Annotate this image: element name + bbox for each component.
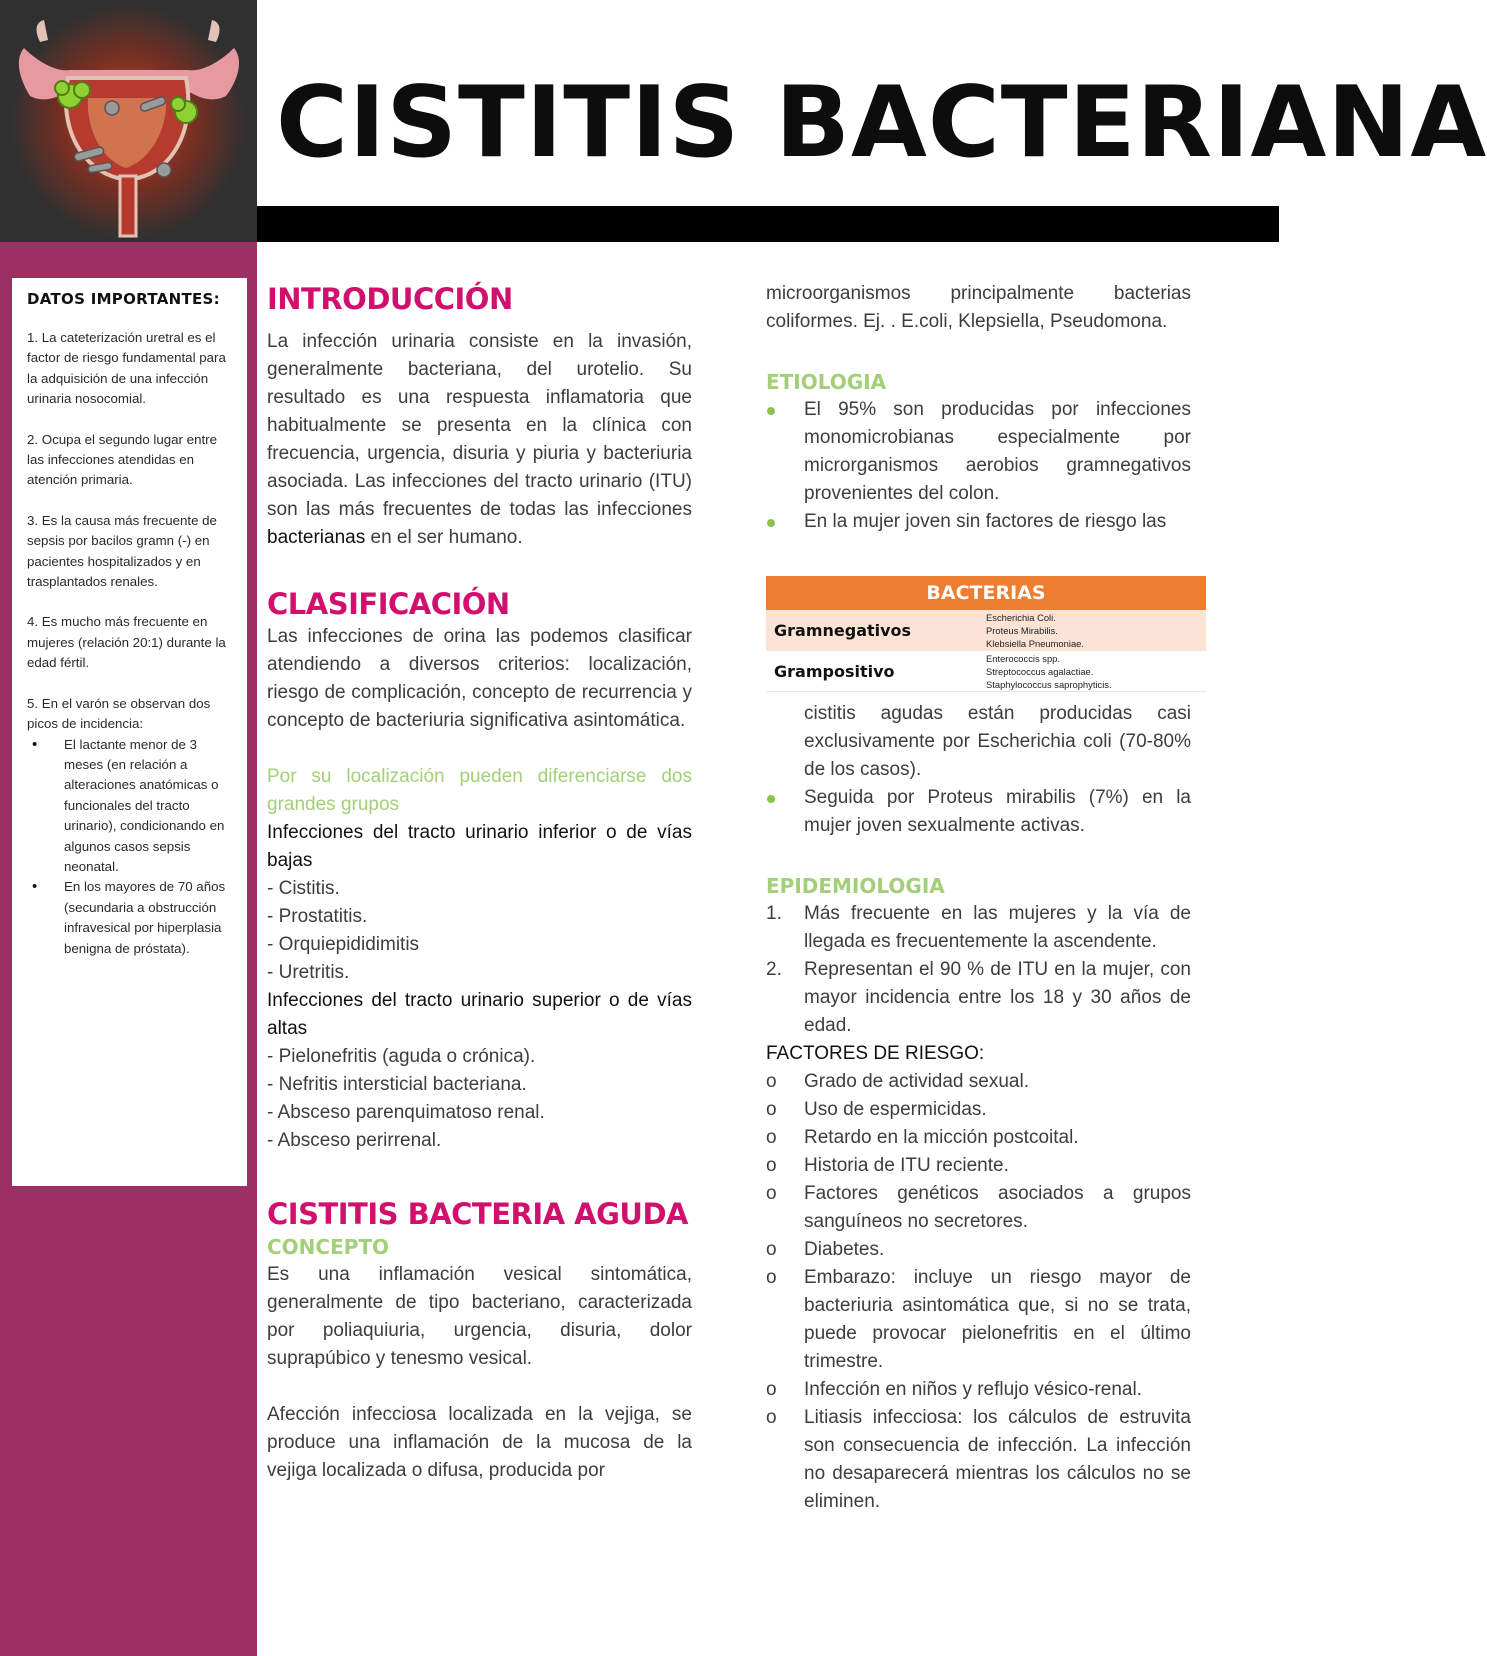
bullet-icon: [767, 407, 775, 415]
clasificacion-heading: CLASIFICACIÓN: [267, 587, 510, 621]
factor-item: o Uso de espermicidas.: [766, 1099, 987, 1120]
datos-bullet: • El lactante menor de 3 meses (en relación a alteraciones anatómicas o funcionales del tracto urinario), condicionando en algunos casos sepsis neonatal.: [27, 735, 234, 878]
datos-item: 1. La cateterización uretral es el factor de riesgo fundamental para la adquisición de una infección urinaria nosocomial.: [27, 330, 226, 407]
superior-title: Infecciones del tracto urinario superior o de vías altas: [267, 990, 692, 1039]
clasificacion-text: Las infecciones de orina las podemos clasificar atendiendo a diversos criterios: localización, riesgo de complicación, concepto de recurrencia y concepto de bacteriuria significativa asintomática.: [267, 626, 692, 731]
concepto-heading: CONCEPTO: [267, 1235, 390, 1259]
etiologia-item-continued: cistitis agudas están producidas casi exclusivamente por Escherichia coli (70-80% de los casos).: [804, 703, 1191, 780]
table-cell-list: Enterococcis spp. Streptococcus agalactiae. Staphylococcus saprophyticis.: [986, 653, 1112, 690]
etiologia-item: Seguida por Proteus mirabilis (7%) en la mujer joven sexualmente activas.: [766, 784, 1191, 840]
intro-text-emph: bacterianas: [267, 527, 366, 548]
superior-item: - Nefritis intersticial bacteriana.: [267, 1074, 527, 1095]
table-cell-category: Grampositivo: [774, 662, 895, 681]
table-cell-list: Escherichia Coli. Proteus Mirabilis. Klebsiella Pneumoniae.: [986, 612, 1084, 649]
bacterias-table: [766, 576, 1206, 692]
factor-item: o Embarazo: incluye un riesgo mayor de bacteriuria asintomática que, si no se trata, puede provocar pielonefritis en el último trimestre.: [766, 1267, 1191, 1372]
intro-text-start: La infección urinaria consiste en la invasión, generalmente bacteriana, del urotelio. Su resultado es una respuesta inflamatoria que habitualmente se presenta en la clínica con frecuencia, urgencia, disuria y piuria y bacteriuria asociada. Las infecciones del tracto urinario (ITU) son las más frecuentes de todas las infecciones: [267, 331, 692, 520]
inferior-item: - Prostatitis.: [267, 906, 368, 927]
epidemiologia-item: 2. Representan el 90 % de ITU en la mujer, con mayor incidencia entre los 18 y 30 años de edad.: [766, 959, 1191, 1036]
etiologia-item: El 95% son producidas por infecciones monomicrobianas especialmente por microrganismos aerobios gramnegativos provenientes del colon.: [766, 396, 1191, 508]
afeccion-text: Afección infecciosa localizada en la vejiga, se produce una inflamación de la mucosa de la vejiga localizada o difusa, producida por: [267, 1404, 692, 1481]
datos-bullet-list: [27, 735, 234, 959]
datos-importantes-box: [12, 278, 247, 1186]
inferior-title: Infecciones del tracto urinario inferior o de vías bajas: [267, 822, 692, 871]
aguda-heading: CISTITIS BACTERIA AGUDA: [267, 1197, 688, 1231]
datos-item: 4. Es mucho más frecuente en mujeres (relación 20:1) durante la edad fértil.: [27, 614, 226, 671]
datos-item: 3. Es la causa más frecuente de sepsis por bacilos gramn (-) en pacientes hospitalizados y en trasplantados renales.: [27, 512, 217, 590]
factor-item: o Litiasis infecciosa: los cálculos de estruvita son consecuencia de infección. La infección no desaparecerá mientras los cálculos no se eliminen.: [766, 1407, 1191, 1512]
clasificacion-subtitle: Por su localización pueden diferenciarse dos grandes grupos: [267, 766, 692, 815]
epidemiologia-item: 1. Más frecuente en las mujeres y la vía de llegada es frecuentemente la ascendente.: [766, 903, 1191, 952]
etiologia-heading: ETIOLOGIA: [766, 370, 887, 394]
main-column-left: [267, 280, 692, 1485]
epidemiologia-heading: EPIDEMIOLOGIA: [766, 874, 945, 898]
inferior-item: - Orquiepididimitis: [267, 934, 420, 955]
bacterias-table-header: BACTERIAS: [766, 576, 1206, 610]
intro-text: [267, 328, 692, 552]
concepto-text: Es una inflamación vesical sintomática, generalmente de tipo bacteriano, caracterizada por poliaquiuria, urgencia, disuria, dolor suprapúbico y tenesmo vesical.: [267, 1264, 692, 1369]
inferior-item: - Uretritis.: [267, 962, 350, 983]
inferior-item: - Cistitis.: [267, 878, 340, 899]
title-divider-bar: [257, 206, 1279, 242]
factor-item: o Infección en niños y reflujo vésico-renal.: [766, 1379, 1142, 1400]
datos-item: 5. En el varón se observan dos picos de incidencia:: [27, 695, 211, 732]
page-title: CISTITIS BACTERIANA: [276, 66, 1487, 180]
table-cell-category: Gramnegativos: [774, 621, 912, 640]
intro-heading: INTRODUCCIÓN: [267, 282, 513, 316]
factor-item: o Grado de actividad sexual.: [766, 1071, 1029, 1092]
superior-item: - Pielonefritis (aguda o crónica).: [267, 1046, 536, 1067]
factor-item: o Historia de ITU reciente.: [766, 1155, 1009, 1176]
afeccion-continuation: microorganismos principalmente bacterias coliformes. Ej. . E.coli, Klepsiella, Pseudomona.: [766, 283, 1191, 332]
factor-item: o Diabetes.: [766, 1239, 885, 1260]
etiologia-item: En la mujer joven sin factores de riesgo las: [766, 508, 1191, 536]
superior-item: - Absceso parenquimatoso renal.: [267, 1102, 545, 1123]
bladder-bacteria-illustration-icon: [0, 0, 257, 242]
table-row: [766, 651, 1206, 692]
datos-title: DATOS IMPORTANTES:: [27, 290, 220, 308]
superior-item: - Absceso perirrenal.: [267, 1130, 442, 1151]
intro-text-end: en el ser humano.: [370, 527, 523, 548]
main-column-right: [766, 280, 1191, 1516]
bullet-icon: [767, 519, 775, 527]
factores-heading: FACTORES DE RIESGO:: [766, 1043, 985, 1064]
table-row: [766, 610, 1206, 651]
datos-bullet: • En los mayores de 70 años (secundaria a obstrucción infravesical por hiperplasia benigna de próstata).: [27, 877, 234, 959]
factor-item: o Factores genéticos asociados a grupos sanguíneos no secretores.: [766, 1183, 1191, 1232]
datos-item: 2. Ocupa el segundo lugar entre las infecciones atendidas en atención primaria.: [27, 431, 217, 488]
bullet-icon: [767, 795, 775, 803]
factor-item: o Retardo en la micción postcoital.: [766, 1127, 1079, 1148]
